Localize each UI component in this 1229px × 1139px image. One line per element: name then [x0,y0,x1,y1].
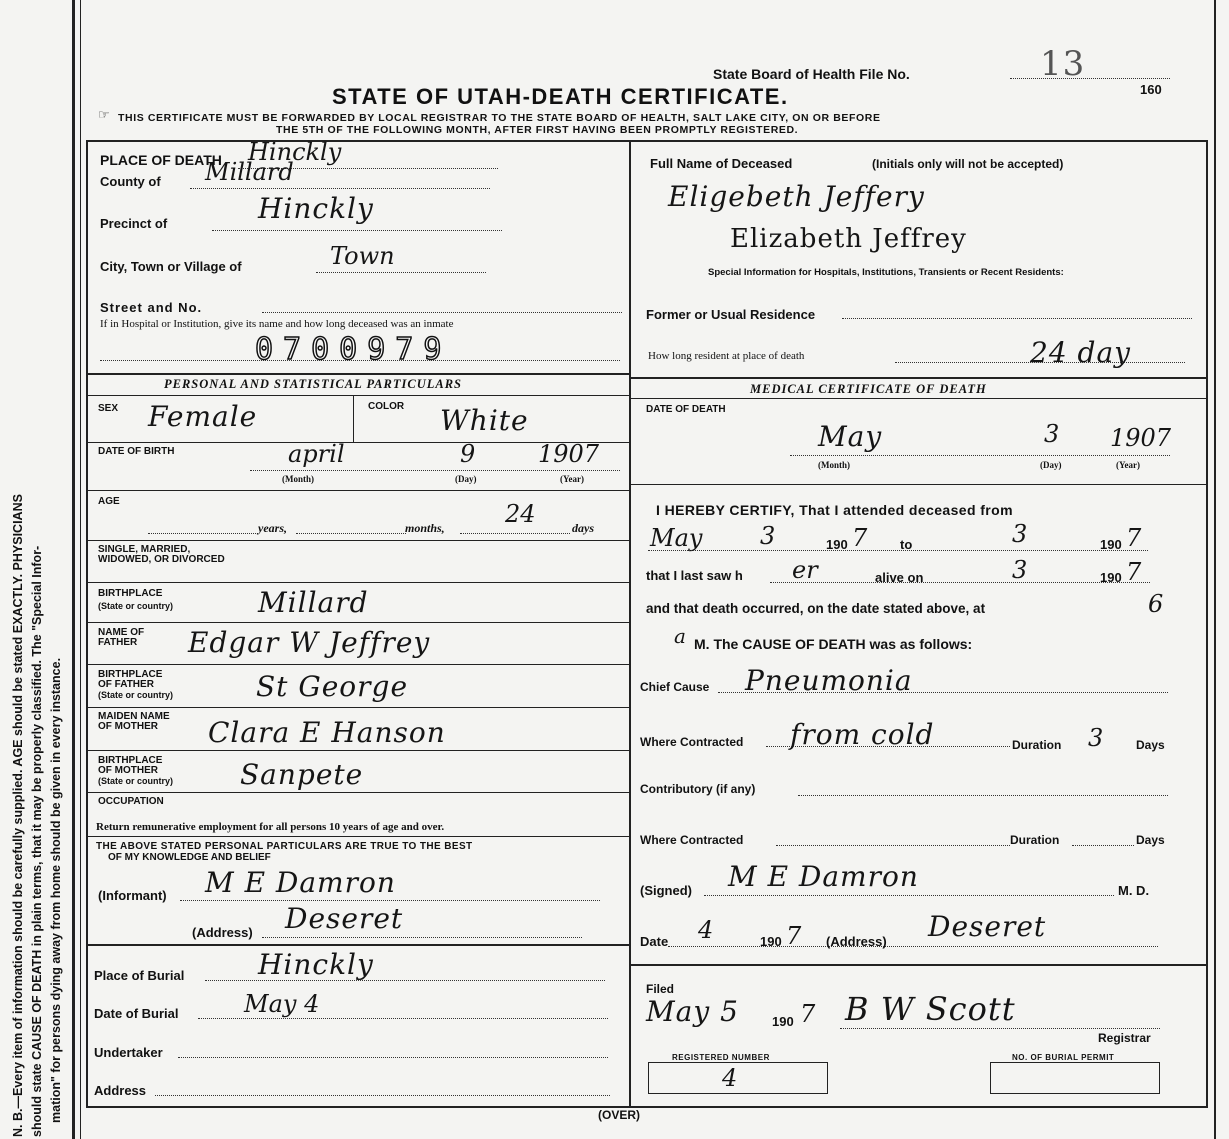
left-divider-12 [86,836,630,837]
birthplace-value: Millard [258,586,369,619]
city-value: Town [330,242,395,270]
mother-birthplace-label-2: OF MOTHER [98,765,158,776]
deceased-name-typed: Elizabeth Jeffrey [730,224,967,254]
form-box [86,140,1208,1108]
city-label: City, Town or Village of [100,259,242,274]
burial-address-label: Address [94,1083,147,1098]
father-value: Edgar W Jeffrey [188,626,431,659]
file-no-line [1010,78,1170,79]
street-line [262,312,622,313]
county-value: Millard [205,158,294,186]
informant-address-line [262,937,582,938]
hospital-note: If in Hospital or Institution, give its name and how long deceased was an inmate [100,318,454,330]
side-note [9,27,69,1137]
father-label-2: FATHER [98,637,138,648]
hand-pointer-icon: ☞ [98,107,110,122]
cert-date-label: Date [640,934,669,949]
father-birthplace-value: St George [256,670,409,703]
file-no-label: State Board of Health File No. [713,66,910,82]
age-months-line [296,533,406,534]
medical-heading: MEDICAL CERTIFICATE OF DEATH [750,382,987,396]
dod-day-caption: (Day) [1040,460,1062,470]
dod-day: 3 [1044,420,1060,448]
informant-address-value: Deseret [285,902,404,935]
filed-year: 190 [772,1014,794,1029]
right-divider-1 [630,377,1208,379]
color-label: COLOR [368,401,405,412]
cert-address-label: (Address) [826,934,887,949]
chief-cause-line [718,692,1168,693]
file-no-value: 13 [1040,44,1086,84]
dob-month-caption: (Month) [282,474,314,484]
dod-year: 1907 [1110,424,1172,452]
occupation-note: Return remunerative employment for all persons 10 years of age and over. [96,821,445,833]
right-divider-4 [630,964,1208,966]
dod-line [790,455,1170,456]
left-divider-9 [86,707,630,708]
cert-date-year-hand: 7 [786,922,802,950]
contributory-line [798,795,1168,796]
duration2-line [1072,845,1134,846]
age-years-label: years, [258,521,287,535]
father-birthplace-label-1: BIRTHPLACE [98,669,163,680]
sex-label: SEX [98,403,119,414]
left-divider-8 [86,664,630,665]
registrar-label: Registrar [1098,1031,1151,1045]
certificate-title: STATE OF UTAH-DEATH CERTIFICATE. [332,84,789,109]
last-saw-line [770,582,1150,583]
cert-address-value: Deseret [928,910,1047,943]
color-value: White [440,404,529,437]
last-saw-day: 3 [1012,556,1028,584]
informant-address-label: (Address) [192,925,253,940]
burial-date-label: Date of Burial [94,1006,179,1021]
burial-place-line [205,980,605,981]
filed-label: Filed [646,982,675,996]
cert-date-value: 4 [698,916,714,944]
cause-text: M. The CAUSE OF DEATH was as follows: [694,636,973,652]
frame-left-inner [80,0,81,1139]
contracted2-label: Where Contracted [640,833,744,847]
attended-from-day: 3 [760,522,776,550]
duration-label: Duration [1012,738,1062,752]
dod-year-caption: (Year) [1116,460,1140,470]
am-hand: a [674,624,686,648]
street-label: Street and No. [100,300,203,315]
attended-from-month: May [650,524,703,552]
special-info-label: Special Information for Hospitals, Institutions, Transients or Recent Residents: [708,267,1064,278]
father-birthplace-label-3: (State or country) [98,690,174,700]
city-line [316,272,486,273]
cert-date-year: 190 [760,934,782,949]
chief-cause-value: Pneumonia [745,664,913,697]
age-months-label: months, [405,521,445,535]
personal-heading: PERSONAL AND STATISTICAL PARTICULARS [164,377,462,391]
dod-label: DATE OF DEATH [646,404,726,415]
attended-line [648,550,1148,551]
contracted-value: from cold [790,718,935,751]
contributory-label: Contributory (if any) [640,782,756,796]
certify-text: I HEREBY CERTIFY, That I attended deceased from [656,502,1013,518]
side-note-line-3: mation" for persons dying away from home should be given in every instance. [49,657,63,1123]
signed-value: M E Damron [728,860,919,893]
attended-to-year: 190 [1100,537,1122,552]
age-days-label: days [572,521,594,535]
attended-from-year-hand: 7 [852,524,868,552]
registrar-line [840,1028,1160,1029]
place-of-death-label: PLACE OF DEATH [100,152,222,168]
undertaker-line [178,1057,608,1058]
stamp-number: 0700979 [255,332,452,367]
county-line [190,188,490,189]
contracted-label: Where Contracted [640,735,744,749]
residence-label: Former or Usual Residence [646,307,816,322]
informant-value: M E Damron [205,866,396,899]
precinct-label: Precinct of [100,216,168,231]
dod-month: May [818,420,883,453]
left-divider-13 [86,944,630,946]
left-divider-5 [86,540,630,541]
last-saw-hand: er [792,556,818,584]
residence-line [842,318,1192,319]
contracted2-line [776,845,1010,846]
cert-date-line [668,946,1158,947]
age-days-value: 24 [505,500,536,528]
resident-label: How long resident at place of death [648,350,805,362]
attended-from-year: 190 [826,537,848,552]
sex-value: Female [148,400,258,433]
marital-label-2: WIDOWED, OR DIVORCED [98,554,225,565]
mother-label-1: MAIDEN NAME [98,711,170,722]
last-saw-label-1: that I last saw h [646,568,743,583]
dob-label: DATE OF BIRTH [98,446,175,457]
informant-line [180,900,600,901]
left-divider-4 [86,490,630,491]
filed-year-hand: 7 [800,1000,816,1028]
resident-value: 24 day [1030,336,1131,369]
corner-number: 160 [1140,82,1162,97]
sex-color-divider [353,396,354,442]
father-birthplace-label-2: OF FATHER [98,679,154,690]
deceased-name-note: (Initials only will not be accepted) [872,157,1064,171]
right-divider-2 [630,398,1208,399]
permit-box [990,1062,1160,1094]
days2-label: Days [1136,833,1165,847]
mother-label-2: OF MOTHER [98,721,158,732]
mother-birthplace-label-3: (State or country) [98,776,174,786]
md-label: M. D. [1118,883,1150,898]
instructions-line-2: THE 5TH OF THE FOLLOWING MONTH, AFTER FIRST HAVING BEEN PROMPTLY REGISTERED. [276,124,799,136]
birthplace-label-1: BIRTHPLACE [98,588,163,599]
filed-date-value: May 5 [646,995,739,1028]
county-label: County of [100,174,161,189]
left-divider-6 [86,582,630,583]
age-years-line [148,533,258,534]
contracted-line [766,746,1010,747]
side-note-line-2: should state CAUSE OF DEATH in plain terms, that it may be properly classified. The "Special Infor- [30,545,44,1137]
reg-number-value: 4 [722,1064,738,1092]
permit-label: NO. OF BURIAL PERMIT [1012,1053,1115,1062]
dob-day-caption: (Day) [455,474,477,484]
left-divider-2 [86,395,630,396]
instructions-line-1: THIS CERTIFICATE MUST BE FORWARDED BY LOCAL REGISTRAR TO THE STATE BOARD OF HEALTH, SALT LAKE CITY, ON OR BEFORE [118,112,881,124]
dob-month: april [288,440,345,468]
last-saw-year-hand: 7 [1126,558,1142,586]
left-divider-1 [86,373,630,375]
place-of-death-value: Hinckly [248,138,342,166]
mother-value: Clara E Hanson [208,716,446,749]
side-note-line-1: N. B.—Every item of information should be carefully supplied. AGE should be stated EXACTLY. PHYSICIANS [11,494,25,1137]
resident-line [895,362,1185,363]
left-divider-7 [86,622,630,623]
burial-place-value: Hinckly [258,948,374,981]
dob-day: 9 [460,440,476,468]
frame-left-outer [72,0,75,1139]
attended-to-label: to [900,537,913,552]
age-label: AGE [98,496,120,507]
left-divider-11 [86,792,630,793]
reg-number-label: REGISTERED NUMBER [672,1053,770,1062]
dob-line [250,470,620,471]
reg-number-box [648,1062,828,1094]
last-saw-label-2: alive on [875,570,924,585]
left-divider-10 [86,750,630,751]
informant-label: (Informant) [98,888,167,903]
precinct-value: Hinckly [258,192,374,225]
mother-birthplace-value: Sanpete [240,758,364,791]
precinct-line [212,230,502,231]
center-divider [629,140,631,1108]
age-days-line [460,533,570,534]
occurred-text: and that death occurred, on the date stated above, at [646,601,986,616]
registrar-value: B W Scott [845,990,1016,1028]
birthplace-label-2: (State or country) [98,601,174,611]
dod-month-caption: (Month) [818,460,850,470]
right-divider-3 [630,484,1208,485]
undertaker-label: Undertaker [94,1045,163,1060]
burial-date-line [198,1018,608,1019]
marital-label-1: SINGLE, MARRIED, [98,544,191,555]
last-saw-year: 190 [1100,570,1122,585]
duration2-label: Duration [1010,833,1060,847]
dob-year: 1907 [538,440,600,468]
mother-birthplace-label-1: BIRTHPLACE [98,755,163,766]
occurred-hour: 6 [1148,590,1164,618]
over-label: (OVER) [598,1108,640,1122]
frame-right [1214,0,1216,1139]
signed-line [704,895,1114,896]
dob-year-caption: (Year) [560,474,584,484]
deceased-name-label: Full Name of Deceased [650,156,793,171]
attest-line-2: OF MY KNOWLEDGE AND BELIEF [108,852,271,863]
burial-address-line [155,1095,610,1096]
father-label-1: NAME OF [98,627,145,638]
days-label: Days [1136,738,1165,752]
burial-place-label: Place of Burial [94,968,185,983]
attended-to-year-hand: 7 [1126,524,1142,552]
attended-to-day: 3 [1012,520,1028,548]
occupation-label: OCCUPATION [98,796,164,807]
attest-line-1: THE ABOVE STATED PERSONAL PARTICULARS ARE TRUE TO THE BEST [96,841,473,852]
signed-label: (Signed) [640,883,692,898]
chief-cause-label: Chief Cause [640,680,710,694]
duration-value: 3 [1088,724,1104,752]
burial-date-value: May 4 [244,990,320,1018]
deceased-name-handwritten: Eligebeth Jeffery [668,180,925,213]
